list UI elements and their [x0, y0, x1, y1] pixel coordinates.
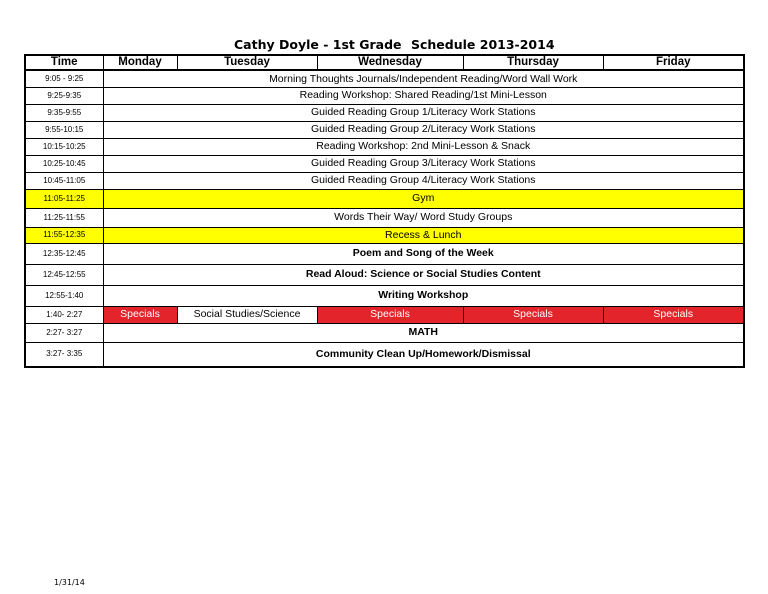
table-row-recess	[25, 227, 744, 243]
schedule-year-title: Schedule 2013-2014	[411, 37, 555, 52]
activity-cell: Poem and Song of the Week	[103, 243, 744, 264]
activity-cell: Community Clean Up/Homework/Dismissal	[103, 342, 744, 367]
table-row	[25, 121, 744, 138]
header-row	[25, 55, 744, 70]
schedule-table	[24, 54, 745, 368]
table-row	[25, 264, 744, 285]
activity-cell-recess: Recess & Lunch	[103, 227, 744, 243]
tuesday-social-studies-cell: Social Studies/Science	[177, 306, 317, 323]
monday-specials-cell: Specials	[103, 306, 177, 323]
col-header-thursday: Thursday	[463, 55, 603, 70]
time-cell: 10:45-11:05	[25, 172, 103, 189]
activity-cell: Guided Reading Group 3/Literacy Work Stations	[103, 155, 744, 172]
table-row	[25, 285, 744, 306]
footer-date: 1/31/14	[54, 578, 85, 587]
wednesday-specials-cell: Specials	[317, 306, 463, 323]
time-cell: 12:55-1:40	[25, 285, 103, 306]
time-cell: 9:05 - 9:25	[25, 70, 103, 87]
activity-cell: Guided Reading Group 2/Literacy Work Stations	[103, 121, 744, 138]
table-row-gym	[25, 189, 744, 208]
col-header-tuesday: Tuesday	[177, 55, 317, 70]
time-cell: 3:27- 3:35	[25, 342, 103, 367]
table-row	[25, 138, 744, 155]
friday-specials-cell: Specials	[603, 306, 744, 323]
table-row	[25, 172, 744, 189]
table-row	[25, 155, 744, 172]
time-cell: 11:05-11:25	[25, 189, 103, 208]
table-row	[25, 243, 744, 264]
activity-cell: Read Aloud: Science or Social Studies Content	[103, 264, 744, 285]
col-header-friday: Friday	[603, 55, 744, 70]
activity-cell-gym: Gym	[103, 189, 744, 208]
col-header-time: Time	[25, 55, 103, 70]
time-cell: 9:25-9:35	[25, 87, 103, 104]
col-header-monday: Monday	[103, 55, 177, 70]
time-cell: 9:55-10:15	[25, 121, 103, 138]
time-cell: 9:35-9:55	[25, 104, 103, 121]
activity-cell: Writing Workshop	[103, 285, 744, 306]
time-cell: 12:35-12:45	[25, 243, 103, 264]
time-cell: 1:40- 2:27	[25, 306, 103, 323]
time-cell: 2:27- 3:27	[25, 323, 103, 342]
table-row	[25, 70, 744, 87]
table-row	[25, 87, 744, 104]
time-cell: 11:25-11:55	[25, 208, 103, 227]
table-row	[25, 323, 744, 342]
schedule-title	[0, 37, 768, 55]
table-row	[25, 208, 744, 227]
time-cell: 10:25-10:45	[25, 155, 103, 172]
thursday-specials-cell: Specials	[463, 306, 603, 323]
time-cell: 12:45-12:55	[25, 264, 103, 285]
activity-cell: Words Their Way/ Word Study Groups	[103, 208, 744, 227]
time-cell: 10:15-10:25	[25, 138, 103, 155]
col-header-wednesday: Wednesday	[317, 55, 463, 70]
activity-cell: Reading Workshop: 2nd Mini-Lesson & Snack	[103, 138, 744, 155]
activity-cell: Reading Workshop: Shared Reading/1st Mini-Lesson	[103, 87, 744, 104]
table-row-specials	[25, 306, 744, 323]
table-row	[25, 342, 744, 367]
activity-cell: Guided Reading Group 4/Literacy Work Stations	[103, 172, 744, 189]
activity-cell: Morning Thoughts Journals/Independent Reading/Word Wall Work	[103, 70, 744, 87]
activity-cell: Guided Reading Group 1/Literacy Work Stations	[103, 104, 744, 121]
time-cell: 11:55-12:35	[25, 227, 103, 243]
activity-cell: MATH	[103, 323, 744, 342]
table-row	[25, 104, 744, 121]
teacher-title: Cathy Doyle - 1st Grade	[234, 37, 402, 52]
